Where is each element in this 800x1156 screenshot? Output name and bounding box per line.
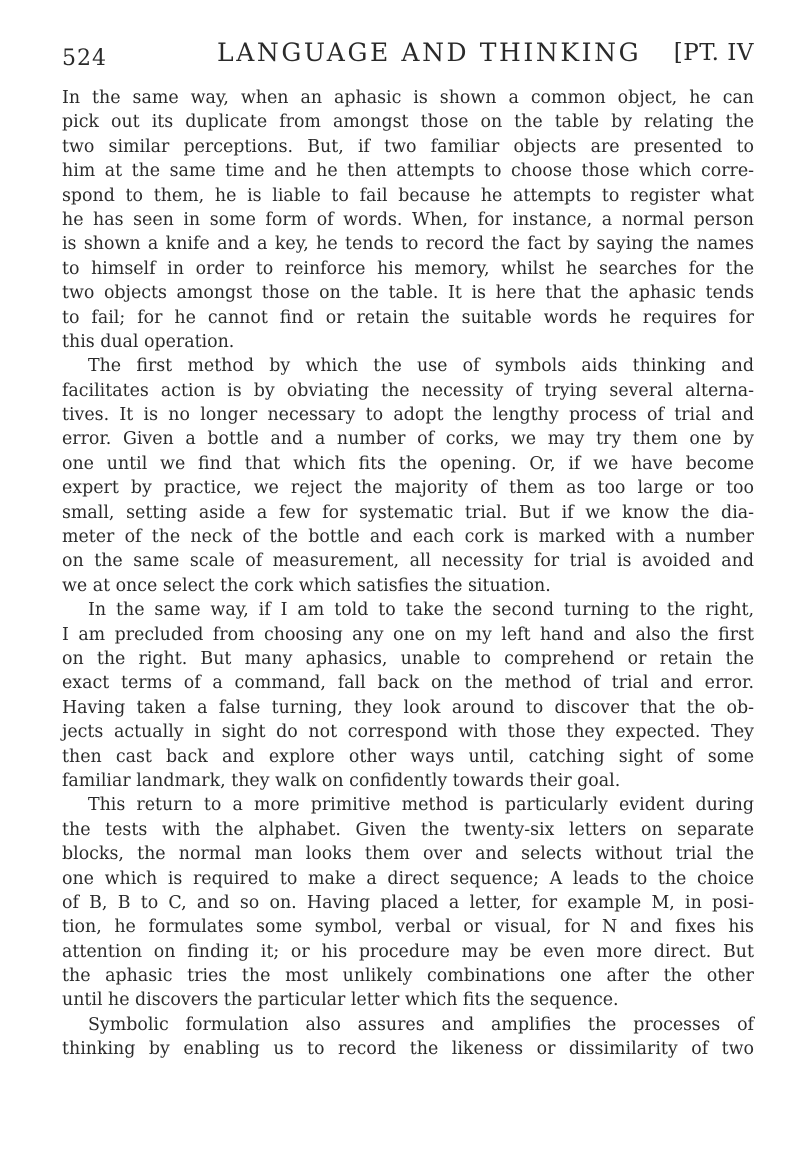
text-line: The first method by which the use of symbols aids thinking and xyxy=(88,356,754,377)
text-line: him at the same time and he then attempts to choose those which corre- xyxy=(62,161,754,182)
book-page xyxy=(62,36,754,1062)
text-line: two objects amongst those on the table. It is here that the aphasic tends xyxy=(62,283,754,304)
text-line: thinking by enabling us to record the likeness or dissimilarity of two xyxy=(62,1039,754,1060)
text-line: is shown a knife and a key, he tends to record the fact by saying the names xyxy=(62,234,754,255)
text-line: In the same way, when an aphasic is shown a common object, he can xyxy=(62,88,754,108)
text-line: I am precluded from choosing any one on my left hand and also the first xyxy=(62,624,754,645)
text-line: until he discovers the particular letter which fits the sequence. xyxy=(62,990,619,1011)
text-line: In the same way, if I am told to take the second turning to the right, xyxy=(88,600,754,621)
text-line: he has seen in some form of words. When, for instance, a normal person xyxy=(62,209,754,230)
text-line: jects actually in sight do not correspond with those they expected. They xyxy=(62,722,754,743)
text-line: familiar landmark, they walk on confidently towards their goal. xyxy=(62,770,621,791)
text-line: tives. It is no longer necessary to adopt the lengthy process of trial and xyxy=(62,405,754,426)
page-number: 524 xyxy=(62,46,107,71)
text-line: expert by practice, we reject the majority of them as too large or too xyxy=(62,478,754,499)
text-line: to himself in order to reinforce his memory, whilst he searches for the xyxy=(62,258,754,279)
text-line: facilitates action is by obviating the necessity of trying several alterna- xyxy=(62,380,754,401)
text-line: to fail; for he cannot find or retain the suitable words he requires for xyxy=(62,307,754,328)
text-line: Symbolic formulation also assures and amplifies the processes of xyxy=(88,1014,754,1035)
text-line: the tests with the alphabet. Given the twenty-six letters on separate xyxy=(62,819,754,840)
text-line: we at once select the cork which satisfies the situation. xyxy=(62,575,551,596)
text-line: two similar perceptions. But, if two familiar objects are presented to xyxy=(62,136,754,157)
text-line: one until we find that which fits the opening. Or, if we have become xyxy=(62,453,754,474)
text-line: Having taken a false turning, they look around to discover that the ob- xyxy=(62,697,754,718)
text-line: exact terms of a command, fall back on the method of trial and error. xyxy=(62,673,754,694)
part-label: [PT. IV xyxy=(673,40,754,66)
text-line: pick out its duplicate from amongst those on the table by relating the xyxy=(62,112,754,133)
body-text xyxy=(62,86,754,1062)
running-title: LANGUAGE AND THINKING xyxy=(217,38,642,67)
text-line: of B, B to C, and so on. Having placed a letter, for example M, in posi- xyxy=(62,892,754,913)
text-line: meter of the neck of the bottle and each cork is marked with a number xyxy=(62,527,754,548)
text-line: spond to them, he is liable to fail because he attempts to register what xyxy=(62,185,754,206)
running-head xyxy=(62,36,754,70)
text-line: error. Given a bottle and a number of corks, we may try them one by xyxy=(62,429,754,450)
text-line: one which is required to make a direct sequence; A leads to the choice xyxy=(62,868,754,889)
text-line: attention on finding it; or his procedure may be even more direct. But xyxy=(62,941,754,962)
text-line: small, setting aside a few for systematic trial. But if we know the dia- xyxy=(62,502,754,523)
text-line: This return to a more primitive method is particularly evident during xyxy=(88,795,754,816)
text-line: this dual operation. xyxy=(62,331,235,352)
text-line: blocks, the normal man looks them over and selects without trial the xyxy=(62,844,754,865)
text-line: on the same scale of measurement, all necessity for trial is avoided and xyxy=(62,551,754,572)
text-line: on the right. But many aphasics, unable to comprehend or retain the xyxy=(62,648,754,669)
text-line: the aphasic tries the most unlikely combinations one after the other xyxy=(62,966,754,987)
text-line: tion, he formulates some symbol, verbal or visual, for N and fixes his xyxy=(62,917,754,938)
text-line: then cast back and explore other ways until, catching sight of some xyxy=(62,746,754,767)
